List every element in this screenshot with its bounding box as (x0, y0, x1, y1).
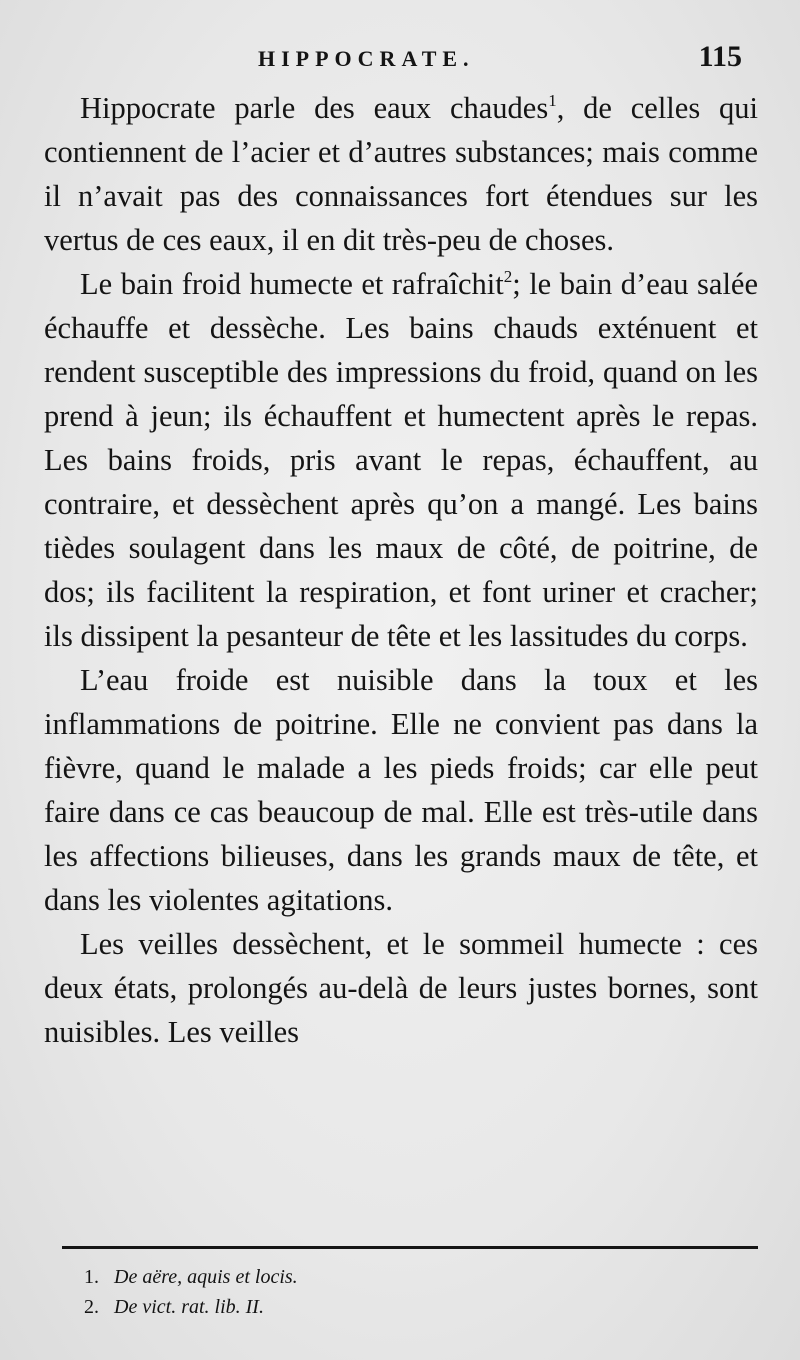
footnote-1-number: 1. (84, 1266, 99, 1288)
page-number: 115 (698, 40, 742, 73)
paragraph-1 (44, 86, 758, 262)
footnote-divider (62, 1246, 758, 1249)
footnote-2-number: 2. (84, 1296, 99, 1318)
footnote-1-text: De aëre, aquis et locis. (114, 1266, 298, 1288)
footnote-ref-2: 2 (503, 267, 513, 286)
footnote-2-text: De vict. rat. lib. II. (114, 1296, 264, 1318)
paragraph-1-text-b: , de celles qui contiennent de l’acier et d’autres substances; mais comme il n’avait pas des connaissances fort étendues sur les vertus de ces eaux, il en dit très-peu de choses. (44, 91, 758, 257)
paragraph-2 (44, 262, 758, 658)
paragraph-3-text: L’eau froide est nuisible dans la toux et les inflammations de poitrine. Elle ne convient pas dans la fièvre, quand le malade a les pieds froids; car elle peut faire dans ce cas beaucoup de mal. Elle est très-utile dans les affections bilieuses, dans les grands maux de tête, et dans les violentes agitations. (44, 663, 758, 917)
paragraph-2-text-a: Le bain froid humecte et rafraîchit (80, 267, 504, 301)
footnotes (84, 1262, 684, 1322)
paragraph-4-text: Les veilles dessèchent, et le sommeil humecte : ces deux états, prolongés au-delà de leurs justes bornes, sont nuisibles. Les veilles (44, 927, 758, 1049)
footnote-ref-1: 1 (548, 91, 557, 110)
paragraph-2-text-b: ; le bain d’eau salée échauffe et dessèche. Les bains chauds exténuent et rendent susceptible des impressions du froid, quand on les prend à jeun; ils échauffent et humectent après le repas. Les bains froids, pris avant le repas, échauffent, au contraire, et dessèchent après qu’on a mangé. Les bains tièdes soulagent dans les maux de côté, de poitrine, de dos; ils facilitent la respiration, et font uriner et cracher; ils dissipent la pesanteur de tête et les lassitudes du corps. (44, 267, 759, 653)
running-head (0, 40, 800, 80)
paragraph-3 (44, 658, 758, 922)
body-text (44, 86, 758, 1054)
running-title: HIPPOCRATE. (258, 46, 475, 71)
paragraph-1-text-a: Hippocrate parle des eaux chaudes (80, 91, 549, 125)
paragraph-4 (44, 922, 758, 1054)
footnote-1 (84, 1262, 684, 1292)
footnote-2 (84, 1292, 684, 1322)
